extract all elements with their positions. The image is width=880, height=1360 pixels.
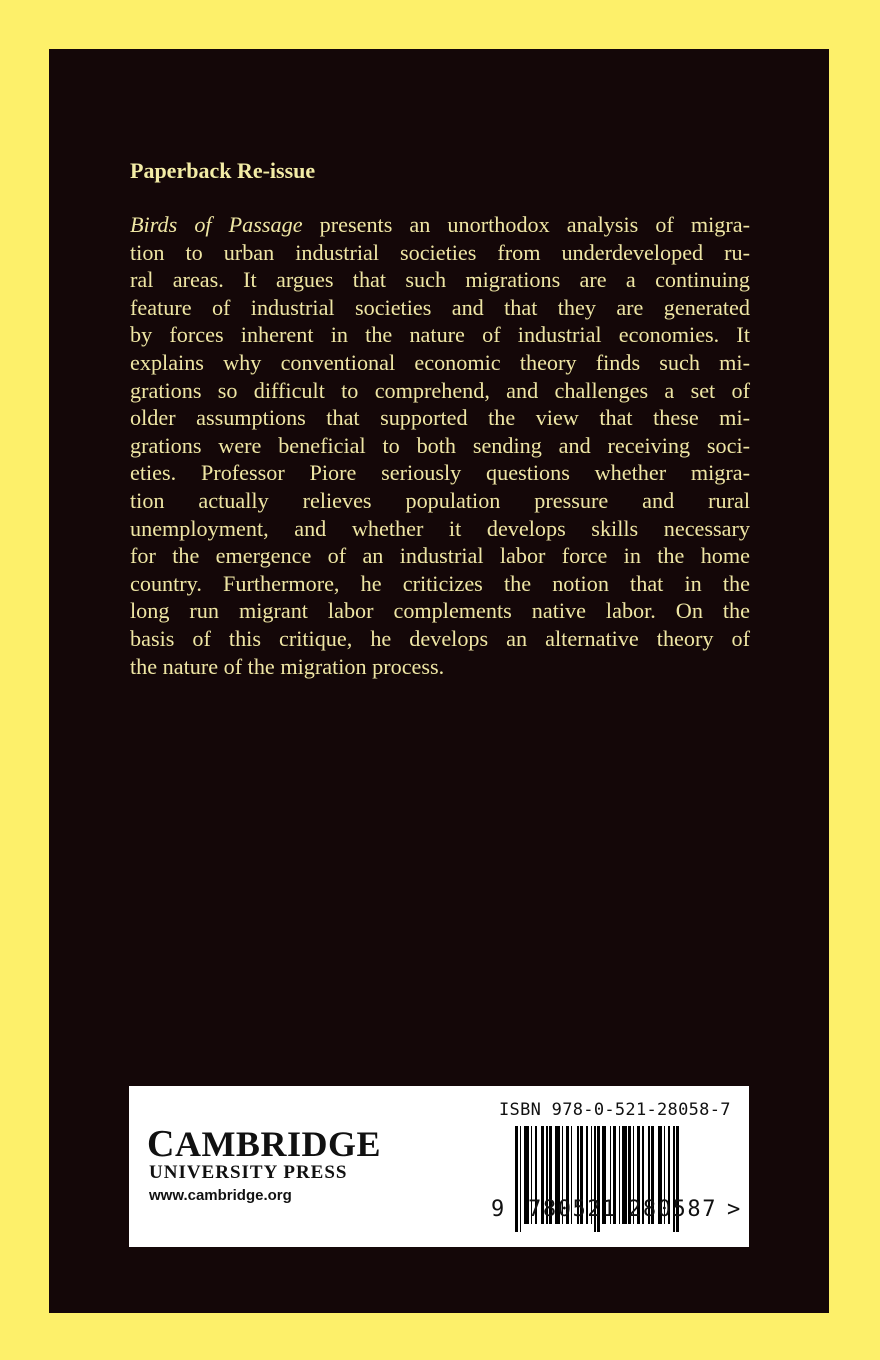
publisher-url: www.cambridge.org [149,1187,292,1204]
publisher-barcode-box [129,1086,749,1247]
publisher-subtitle: UNIVERSITY PRESS [149,1162,348,1183]
blurb-line: feature of industrial societies and that they are generated [130,294,750,320]
blurb-line: basis of this critique, he develops an alternative theory of [130,625,750,651]
blurb-line: explains why conventional economic theory finds such mi- [130,349,750,375]
book-title: Birds of Passage [130,212,303,237]
blurb-line: Birds of Passage presents an unorthodox analysis of migra- [130,212,750,237]
blurb-line: the nature of the migration process. [130,653,445,679]
isbn-label: ISBN 978-0-521-28058-7 [499,1100,731,1120]
barcode-bar [622,1126,627,1224]
barcode-bar [515,1126,518,1232]
blurb-line: older assumptions that supported the view that these mi- [130,405,750,431]
cover-blurb [130,211,750,680]
blurb-line: tion to urban industrial societies from underdeveloped ru- [130,239,750,265]
blurb-line: country. Furthermore, he criticizes the notion that in the [130,570,750,596]
barcode-right-digits: 280587 [628,1197,718,1222]
barcode-quiet-mark: > [727,1197,741,1222]
publisher-name: CAMBRIDGE [147,1123,381,1165]
barcode-lead-digit: 9 [491,1197,505,1222]
barcode-left-digits: 780521 [528,1197,618,1222]
blurb-line: grations were beneficial to both sending and receiving soci- [130,432,750,458]
blurb-line: ral areas. It argues that such migrations are a continuing [130,267,750,293]
barcode-bar [520,1126,522,1232]
blurb-line: by forces inherent in the nature of industrial economies. It [130,322,750,348]
blurb-line: eties. Professor Piore seriously questions whether migra- [130,460,750,486]
blurb-line: grations so difficult to comprehend, and challenges a set of [130,377,750,403]
blurb-line: unemployment, and whether it develops skills necessary [130,515,750,541]
blurb-line: tion actually relieves population pressure and rural [130,487,750,513]
cover-heading: Paperback Re-issue [130,158,316,183]
blurb-line: for the emergence of an industrial labor force in the home [130,543,750,569]
barcode-bar [619,1126,621,1224]
blurb-line: long run migrant labor complements native labor. On the [130,598,750,624]
